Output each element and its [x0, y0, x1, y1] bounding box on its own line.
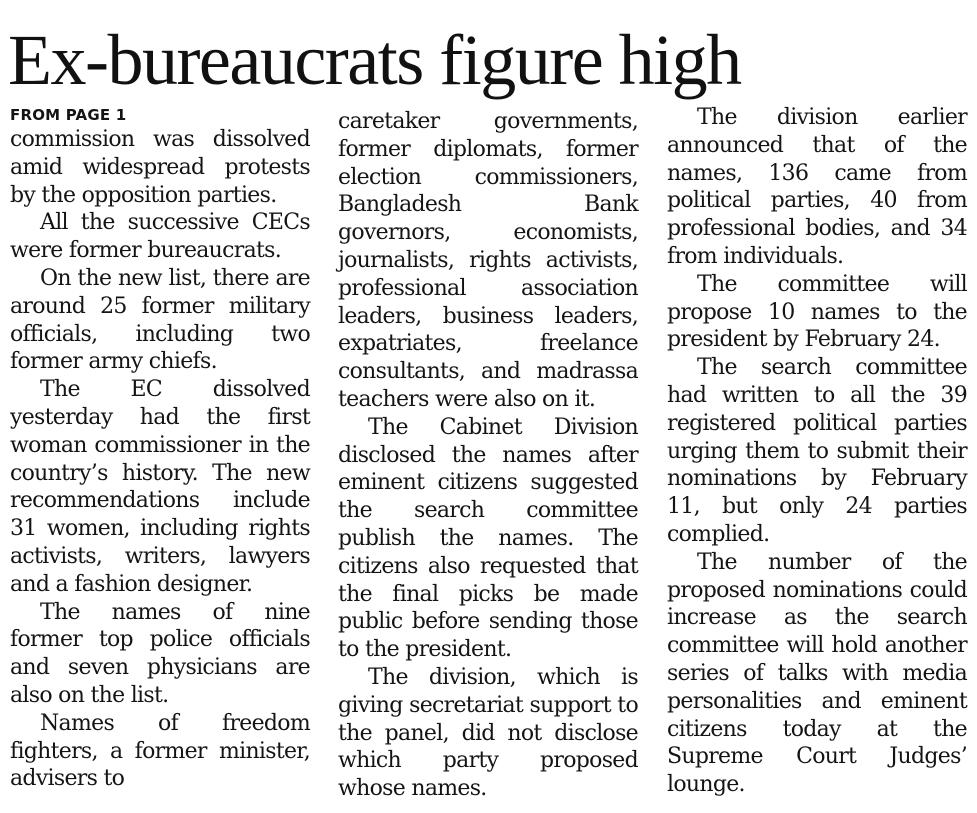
- paragraph: The division earlier announced that of the names, 136 came from political parties, 40 from professional bodies, and 34 from individuals.: [667, 105, 967, 269]
- paragraph: caretaker governments, former diplomats, former election commissioners, Bangladesh Bank governors, economists, journalists, rights activists, professional association leaders, business leaders, expatriates, freelance consultants, and madrassa teachers were also on it.: [338, 109, 638, 412]
- paragraph: On the new list, there are around 25 former military officials, including two former army chiefs.: [10, 265, 310, 375]
- paragraph: The names of nine former top police officials and seven physicians are also on the list.: [10, 599, 310, 708]
- continuation-kicker: FROM PAGE 1: [10, 106, 127, 124]
- paragraph: All the successive CECs were former bureaucrats.: [10, 210, 310, 264]
- paragraph: commission was dissolved amid widespread protests by the opposition parties.: [10, 127, 310, 208]
- paragraph: The number of the proposed nominations could increase as the search committee will hold another series of talks with media personalities and eminent citizens today at the Supreme Court Judges’ lounge.: [667, 549, 967, 798]
- paragraph: The Cabinet Division disclosed the names after eminent citizens suggested the search committee publish the names. The citizens also requested that the final picks be made public before sending those to the president.: [338, 414, 638, 663]
- paragraph: Names of freedom fighters, a former minister, advisers to: [10, 710, 310, 792]
- paragraph: The EC dissolved yesterday had the first woman commissioner in the country’s history. The new recommendations include 31 women, including rights activists, writers, lawyers and a fashion designer.: [10, 377, 310, 597]
- paragraph: The division, which is giving secretariat support to the panel, did not disclose which party proposed whose names.: [338, 664, 638, 802]
- article-column-2: [338, 108, 638, 803]
- article-column-3: [667, 104, 967, 799]
- article-column-1: [10, 104, 310, 793]
- paragraph: The committee will propose 10 names to the president by February 24.: [667, 271, 967, 353]
- article-headline: Ex-bureaucrats figure high: [8, 20, 741, 100]
- paragraph: The search committee had written to all the 39 registered political parties urging them to submit their nominations by February 11, but only 24 parties complied.: [667, 355, 967, 547]
